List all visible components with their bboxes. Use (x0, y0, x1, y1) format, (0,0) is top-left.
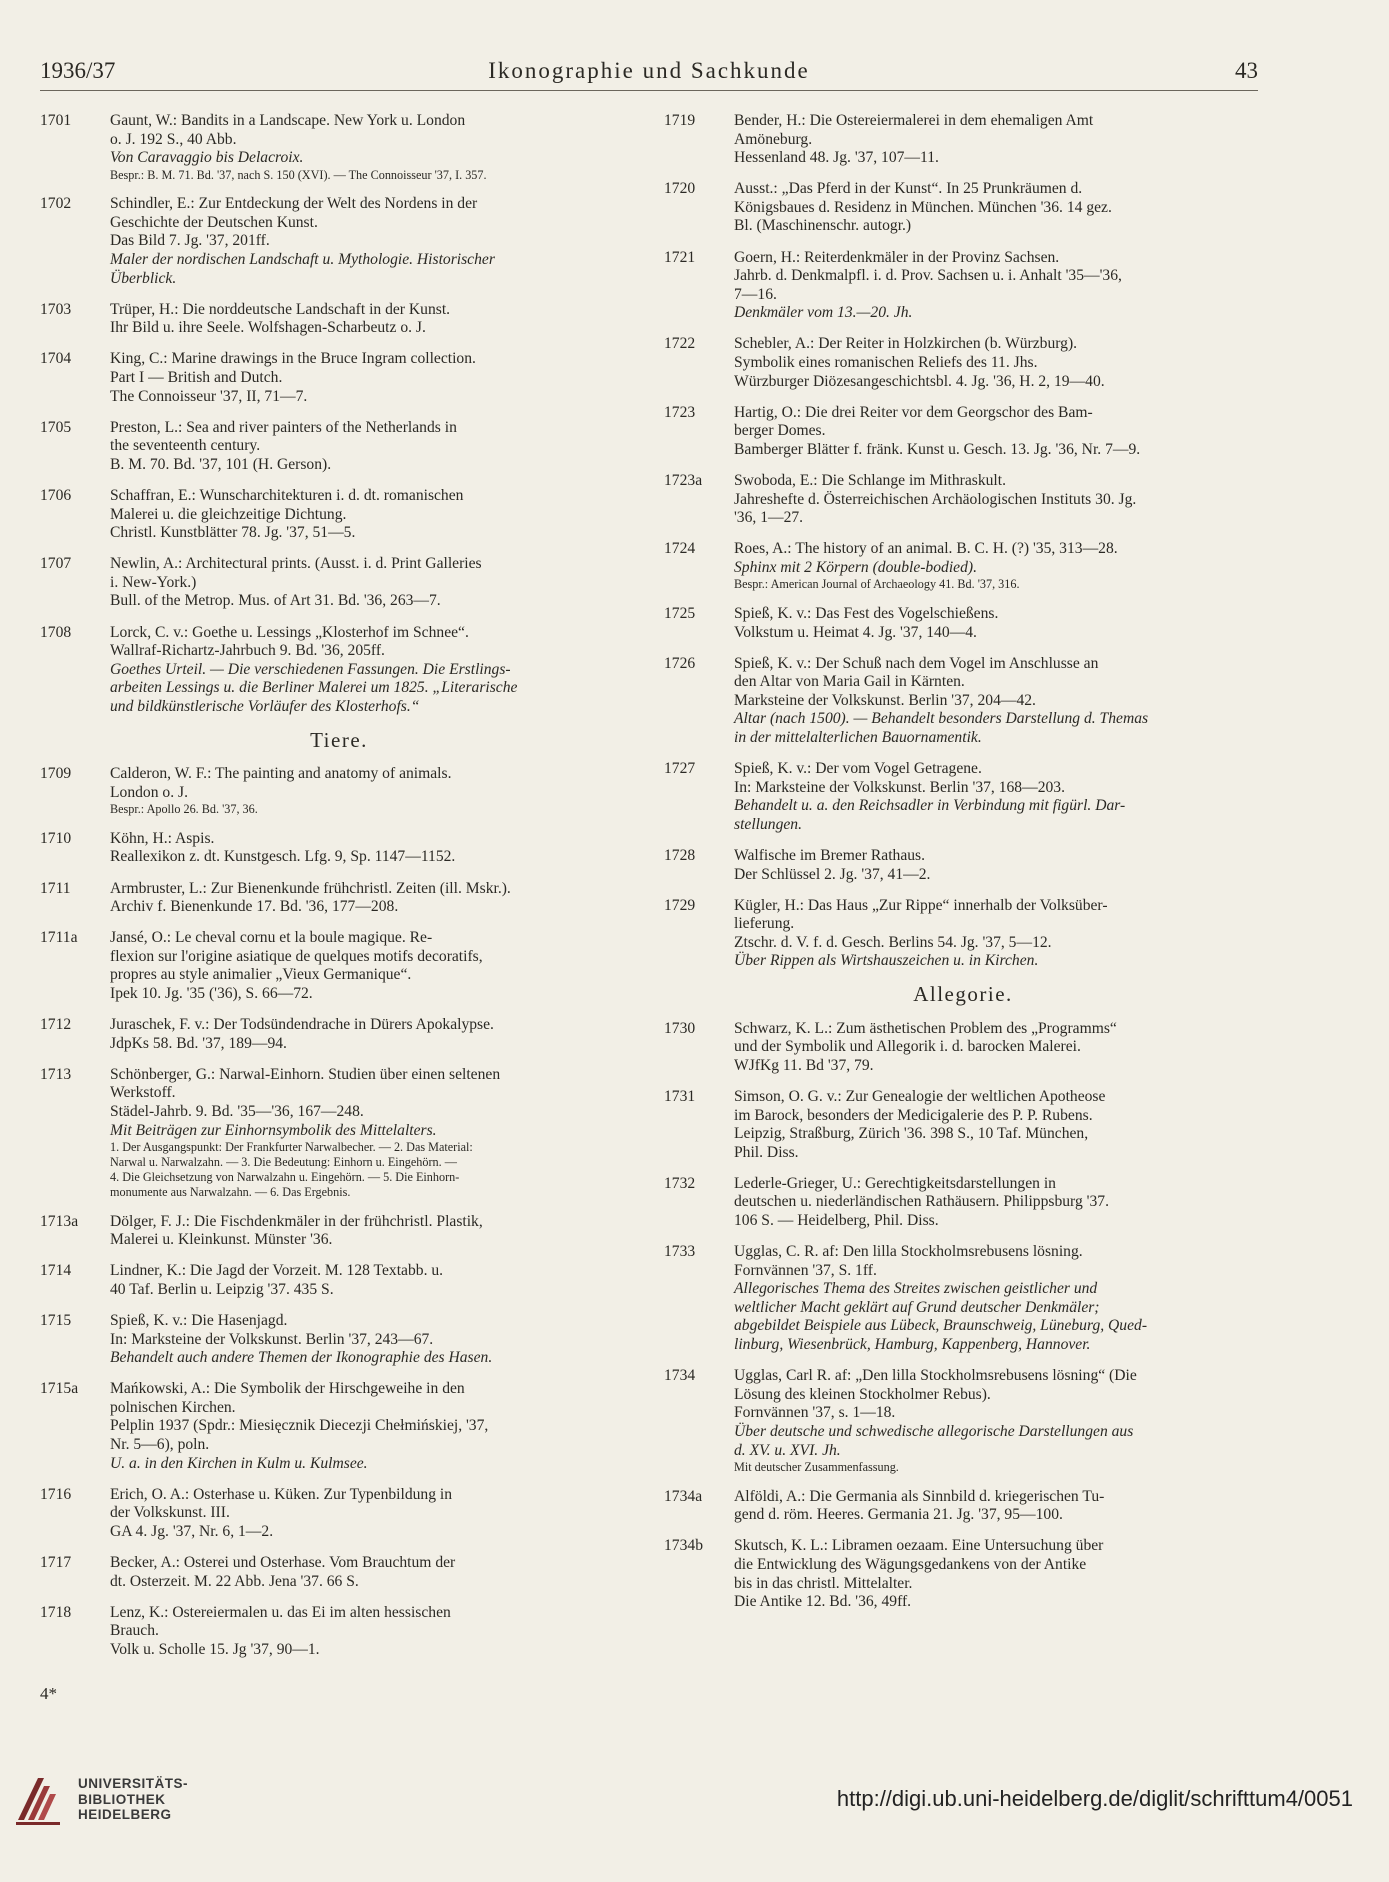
bibliography-entry (40, 929, 638, 1003)
section-heading: Allegorie. (913, 982, 1013, 1007)
bibliography-entry (664, 897, 1262, 971)
entry-text: B. M. 70. Bd. '37, 101 (H. Gerson). (110, 455, 332, 473)
entry-text: Kügler, H.: Das Haus „Zur Rippe“ innerhalb der Volksüber- (734, 896, 1108, 914)
bibliography-entry (40, 624, 638, 717)
entry-text: Amöneburg. (734, 130, 813, 148)
entry-text: Fornvännen '37, s. 1—18. (734, 1404, 896, 1422)
bibliography-entry (40, 1312, 638, 1368)
permalink[interactable]: http://digi.ub.uni-heidelberg.de/diglit/schrifttum4/0051 (836, 1786, 1353, 1811)
entry-text: propres au style animalier „Vieux Germanique“. (110, 966, 412, 984)
entry-text: der Volkskunst. III. (110, 1504, 230, 1522)
entry-text: Erich, O. A.: Osterhase u. Küken. Zur Typenbildung in (110, 1485, 453, 1503)
entry-number: 1734 (664, 1367, 696, 1385)
entry-number: 1717 (40, 1554, 72, 1572)
entry-number: 1720 (664, 180, 696, 198)
entry-text: Ugglas, C. R. af: Den lilla Stockholmsrebusens lösning. (734, 1243, 1083, 1261)
entry-text: Lenz, K.: Ostereiermalen u. das Ei im alten hessischen (110, 1603, 451, 1621)
bibliography-entry (664, 1088, 1262, 1162)
entry-text: Wallraf-Richartz-Jahrbuch 9. Bd. '36, 205ff. (110, 642, 385, 660)
entry-text: Leipzig, Straßburg, Zürich '36. 398 S., 10 Taf. München, (734, 1125, 1089, 1143)
entry-text: polnischen Kirchen. (110, 1398, 236, 1416)
entry-number: 1719 (664, 112, 696, 129)
entry-text: Köhn, H.: Aspis. (110, 829, 215, 847)
entry-annotation: Von Caravaggio bis Delacroix. (110, 149, 304, 167)
bibliography-entry (664, 1367, 1262, 1475)
entry-annotation: und bildkünstlerische Vorläufer des Klosterhofs.“ (110, 697, 420, 715)
entry-text: Roes, A.: The history of an animal. B. C. H. (?) '35, 313—28. (734, 540, 1118, 558)
library-emblem-icon (14, 1770, 70, 1828)
bibliography-entry (664, 1537, 1262, 1611)
entry-text: Der Schlüssel 2. Jg. '37, 41—2. (734, 865, 931, 883)
entry-text: Preston, L.: Sea and river painters of the Netherlands in (110, 418, 457, 436)
entry-number: 1705 (40, 418, 72, 436)
bibliography-entry (664, 180, 1262, 236)
entry-text: Die Antike 12. Bd. '36, 49ff. (734, 1593, 912, 1611)
entry-text: Spieß, K. v.: Der vom Vogel Getragene. (734, 760, 982, 778)
entry-text: Calderon, W. F.: The painting and anatomy of animals. (110, 765, 452, 783)
entry-text: Symbolik eines romanischen Reliefs des 11. Jhs. (734, 354, 1038, 372)
bibliography-entry (40, 112, 638, 183)
entry-text: In: Marksteine der Volkskunst. Berlin '37, 168—203. (734, 778, 1065, 796)
bibliography-entry (40, 555, 638, 611)
entry-number: 1703 (40, 300, 72, 318)
entry-text: Mańkowski, A.: Die Symbolik der Hirschgeweihe in den (110, 1380, 465, 1398)
entry-annotation: Goethes Urteil. — Die verschiedenen Fassungen. Die Erstlings- (110, 660, 511, 678)
entry-number: 1706 (40, 487, 72, 504)
entry-text: Lorck, C. v.: Goethe u. Lessings „Klosterhof im Schnee“. (110, 623, 469, 641)
bibliography-entry (40, 1016, 638, 1053)
entry-text: Hessenland 48. Jg. '37, 107—11. (734, 149, 939, 167)
entry-text: Part I — British and Dutch. (110, 369, 283, 387)
library-name-line: HEIDELBERG (78, 1807, 172, 1822)
entry-text: Christl. Kunstblätter 78. Jg. '37, 51—5. (110, 524, 356, 542)
entry-text: Bender, H.: Die Ostereiermalerei in dem ehemaligen Amt (734, 112, 1094, 129)
entry-text: 106 S. — Heidelberg, Phil. Diss. (734, 1212, 939, 1229)
entry-number: 1722 (664, 335, 696, 353)
entry-number: 1711 (40, 879, 71, 897)
entry-text: Walfische im Bremer Rathaus. (734, 847, 926, 864)
entry-text: Ausst.: „Das Pferd in der Kunst“. In 25 Prunkräumen d. (734, 180, 1083, 198)
entry-text: Spieß, K. v.: Die Hasenjagd. (110, 1312, 288, 1329)
entry-text: Jahreshefte d. Österreichischen Archäologischen Instituts 30. Jg. (734, 490, 1137, 508)
page-title: Ikonographie und Sachkunde (488, 58, 810, 83)
entry-review-note: 4. Die Gleichsetzung von Narwalzahn u. Eingehörn. — 5. Die Einhorn- (110, 1170, 460, 1185)
entry-text: die Entwicklung des Wägungsgedankens von der Antike (734, 1555, 1087, 1573)
entry-text: the seventeenth century. (110, 437, 261, 455)
right-column (664, 112, 1262, 1624)
entry-text: Nr. 5—6), poln. (110, 1436, 210, 1454)
entry-text: bis in das christl. Mittelalter. (734, 1574, 913, 1592)
entry-text: Newlin, A.: Architectural prints. (Ausst. i. d. Print Galleries (110, 555, 482, 573)
entry-number: 1713 (40, 1065, 72, 1083)
entry-number: 1731 (664, 1087, 696, 1105)
bibliography-entry (40, 1066, 638, 1200)
signature-mark: 4* (40, 1684, 57, 1703)
entry-text: und der Symbolik und Allegorik i. d. barocken Malerei. (734, 1038, 1081, 1056)
entry-text: Bull. of the Metrop. Mus. of Art 31. Bd. '36, 263—7. (110, 592, 441, 610)
entry-review-note: Bespr.: B. M. 71. Bd. '37, nach S. 150 (XVI). — The Connoisseur '37, I. 357. (110, 167, 487, 182)
entry-text: Skutsch, K. L.: Libramen oezaam. Eine Untersuchung über (734, 1537, 1104, 1555)
entry-text: Trüper, H.: Die norddeutsche Landschaft in der Kunst. (110, 300, 451, 318)
entry-text: Pelplin 1937 (Spdr.: Miesięcznik Diecezji Chełmińskiej, '37, (110, 1417, 489, 1435)
entry-text: Becker, A.: Osterei und Osterhase. Vom Brauchtum der (110, 1554, 456, 1572)
entry-review-note: Bespr.: American Journal of Archaeology 41. Bd. '37, 316. (734, 577, 1020, 592)
entry-annotation: weltlicher Macht geklärt auf Grund deutscher Denkmäler; (734, 1298, 1100, 1316)
bibliography-entry (664, 472, 1262, 528)
entry-number: 1734b (664, 1537, 703, 1555)
entry-annotation: stellungen. (734, 815, 802, 833)
bibliography-entry (40, 880, 638, 917)
entry-annotation: Über Rippen als Wirtshauszeichen u. in Kirchen. (734, 952, 1039, 970)
bibliography-entry (40, 487, 638, 543)
entry-annotation: in der mittelalterlichen Bauornamentik. (734, 729, 982, 747)
bibliography-entry (664, 1488, 1262, 1525)
entry-annotation: Über deutsche und schwedische allegorische Darstellungen aus (734, 1422, 1134, 1440)
entry-text: i. New-York.) (110, 573, 197, 591)
entry-number: 1723a (664, 472, 703, 489)
entry-text: Ihr Bild u. ihre Seele. Wolfshagen-Scharbeutz o. J. (110, 319, 426, 337)
entry-text: '36, 1—27. (734, 509, 804, 527)
bibliography-entry (664, 249, 1262, 323)
entry-number: 1726 (664, 654, 696, 672)
entry-text: GA 4. Jg. '37, Nr. 6, 1—2. (110, 1522, 274, 1540)
entry-text: Geschichte der Deutschen Kunst. (110, 213, 318, 231)
library-name-line: BIBLIOTHEK (78, 1791, 166, 1807)
entry-text: Ztschr. d. V. f. d. Gesch. Berlins 54. Jg. '37, 5—12. (734, 933, 1052, 951)
entry-annotation: linburg, Wiesenbrück, Hamburg, Kappenberg, Hannover. (734, 1336, 1091, 1354)
entry-annotation: Denkmäler vom 13.—20. Jh. (734, 304, 913, 322)
entry-text: Königsbaues d. Residenz in München. München '36. 14 gez. (734, 198, 1112, 216)
entry-number: 1701 (40, 112, 72, 129)
entry-annotation: Altar (nach 1500). — Behandelt besonders Darstellung d. Themas (734, 710, 1149, 728)
bibliography-entry (40, 1213, 638, 1250)
entry-text: In: Marksteine der Volkskunst. Berlin '37, 243—67. (110, 1330, 434, 1348)
volume-years: 1936/37 (40, 58, 116, 83)
entry-text: Alföldi, A.: Die Germania als Sinnbild d. kriegerischen Tu- (734, 1487, 1105, 1505)
entry-text: Hartig, O.: Die drei Reiter vor dem Georgschor des Bam- (734, 403, 1093, 421)
entry-text: Schindler, E.: Zur Entdeckung der Welt des Nordens in der (110, 195, 478, 213)
entry-number: 1715a (40, 1380, 79, 1398)
page-header (40, 58, 1258, 88)
entry-number: 1709 (40, 765, 72, 783)
entry-text: King, C.: Marine drawings in the Bruce Ingram collection. (110, 350, 476, 368)
entry-text: dt. Osterzeit. M. 22 Abb. Jena '37. 66 S. (110, 1572, 359, 1590)
entry-annotation: Sphinx mit 2 Körpern (double-bodied). (734, 558, 977, 576)
entry-text: Simson, O. G. v.: Zur Genealogie der weltlichen Apotheose (734, 1087, 1106, 1105)
entry-text: Bamberger Blätter f. fränk. Kunst u. Gesch. 13. Jg. '36, Nr. 7—9. (734, 440, 1141, 458)
entry-text: Phil. Diss. (734, 1143, 799, 1161)
entry-review-note: Mit deutscher Zusammenfassung. (734, 1460, 899, 1475)
bibliography-entry (40, 1604, 638, 1660)
entry-text: Archiv f. Bienenkunde 17. Bd. '36, 177—208. (110, 898, 399, 916)
bibliography-entry (40, 830, 638, 867)
entry-text: Ipek 10. Jg. '35 ('36), S. 66—72. (110, 984, 313, 1002)
bibliography-entry (40, 1380, 638, 1473)
entry-text: deutschen u. niederländischen Rathäusern. Philippsburg '37. (734, 1193, 1109, 1211)
entry-annotation: arbeiten Lessings u. die Berliner Malerei um 1825. „Literarische (110, 679, 518, 697)
entry-text: Brauch. (110, 1622, 159, 1640)
entry-number: 1708 (40, 623, 72, 641)
entry-number: 1711a (40, 929, 78, 947)
entry-number: 1734a (664, 1487, 703, 1505)
entry-text: Schönberger, G.: Narwal-Einhorn. Studien über einen seltenen (110, 1065, 501, 1083)
entry-annotation: Überblick. (110, 269, 177, 287)
entry-annotation: d. XV. u. XVI. Jh. (734, 1441, 841, 1459)
entry-number: 1702 (40, 195, 72, 213)
bibliography-entry (40, 419, 638, 475)
bibliography-entry (664, 1243, 1262, 1355)
entry-text: Ugglas, Carl R. af: „Den lilla Stockholmsrebusens lösning“ (Die (734, 1367, 1137, 1385)
section-heading: Tiere. (310, 727, 368, 752)
entry-text: Malerei u. die gleichzeitige Dichtung. (110, 505, 347, 523)
entry-number: 1718 (40, 1603, 72, 1621)
bibliography-entry (40, 350, 638, 406)
entry-text: Swoboda, E.: Die Schlange im Mithraskult. (734, 472, 1006, 489)
entry-annotation: Behandelt auch andere Themen der Ikonographie des Hasen. (110, 1349, 493, 1367)
entry-text: Schebler, A.: Der Reiter in Holzkirchen (b. Würzburg). (734, 335, 1078, 353)
entry-number: 1712 (40, 1016, 72, 1034)
library-logo (14, 1770, 414, 1830)
bibliography-entry (664, 1020, 1262, 1076)
entry-text: Bl. (Maschinenschr. autogr.) (734, 217, 912, 235)
entry-text: Gaunt, W.: Bandits in a Landscape. New York u. London (110, 112, 466, 129)
page-number: 43 (1235, 58, 1258, 83)
entry-number: 1727 (664, 760, 696, 778)
entry-number: 1729 (664, 896, 696, 914)
entry-text: 40 Taf. Berlin u. Leipzig '37. 435 S. (110, 1280, 334, 1298)
entry-number: 1728 (664, 847, 696, 864)
entry-number: 1732 (664, 1174, 696, 1192)
entry-number: 1713a (40, 1212, 79, 1230)
entry-text: Lindner, K.: Die Jagd der Vorzeit. M. 128 Textabb. u. (110, 1262, 444, 1280)
entry-number: 1721 (664, 248, 696, 266)
entry-text: Malerei u. Kleinkunst. Münster '36. (110, 1231, 333, 1249)
entry-text: Volk u. Scholle 15. Jg '37, 90—1. (110, 1640, 320, 1658)
bibliography-entry (664, 605, 1262, 642)
entry-number: 1715 (40, 1312, 72, 1329)
bibliography-entry (664, 760, 1262, 834)
entry-text: Volkstum u. Heimat 4. Jg. '37, 140—4. (734, 623, 977, 641)
bibliography-entry (40, 1262, 638, 1299)
entry-number: 1714 (40, 1262, 72, 1280)
entry-review-note: Bespr.: Apollo 26. Bd. '37, 36. (110, 802, 258, 817)
library-name-line: UNIVERSITÄTS- (78, 1776, 189, 1791)
entry-annotation: Maler der nordischen Landschaft u. Mythologie. Historischer (110, 251, 495, 269)
entry-text: WJfKg 11. Bd '37, 79. (734, 1056, 874, 1074)
entry-text: JdpKs 58. Bd. '37, 189—94. (110, 1034, 287, 1052)
header-rule (40, 90, 1258, 91)
bibliography-entry (664, 540, 1262, 592)
entry-text: Spieß, K. v.: Der Schuß nach dem Vogel im Anschlusse an (734, 654, 1099, 672)
entry-number: 1723 (664, 403, 696, 421)
entry-text: gend d. röm. Heeres. Germania 21. Jg. '37, 95—100. (734, 1506, 1063, 1524)
entry-annotation: abgebildet Beispiele aus Lübeck, Braunschweig, Lüneburg, Qued- (734, 1317, 1148, 1335)
entry-number: 1716 (40, 1485, 72, 1503)
entry-text: Jansé, O.: Le cheval cornu et la boule magique. Re- (110, 929, 433, 947)
entry-annotation: Behandelt u. a. den Reichsadler in Verbindung mit figürl. Dar- (734, 797, 1126, 815)
entry-number: 1725 (664, 604, 696, 622)
bibliography-entry (40, 1486, 638, 1542)
entry-number: 1704 (40, 350, 72, 368)
bibliography-entry (40, 195, 638, 288)
entry-text: Schaffran, E.: Wunscharchitekturen i. d. dt. romanischen (110, 487, 464, 504)
entry-text: Juraschek, F. v.: Der Todsündendrache in Dürers Apokalypse. (110, 1016, 494, 1034)
entry-text: 7—16. (734, 285, 777, 303)
entry-text: Werkstoff. (110, 1084, 176, 1102)
entry-annotation: Allegorisches Thema des Streites zwischen geistlicher und (734, 1280, 1098, 1298)
entry-text: Würzburger Diözesangeschichtsbl. 4. Jg. '36, H. 2, 19—40. (734, 372, 1105, 390)
entry-text: lieferung. (734, 915, 795, 933)
entry-text: Fornvännen '37, S. 1ff. (734, 1261, 877, 1279)
entry-text: im Barock, besonders der Medicigalerie des P. P. Rubens. (734, 1106, 1093, 1124)
entry-text: Goern, H.: Reiterdenkmäler in der Provinz Sachsen. (734, 248, 1060, 266)
entry-text: Schwarz, K. L.: Zum ästhetischen Problem des „Programms“ (734, 1019, 1117, 1037)
entry-text: London o. J. (110, 783, 188, 801)
entry-text: Dölger, F. J.: Die Fischdenkmäler in der frühchristl. Plastik, (110, 1212, 483, 1230)
entry-text: Lederle-Grieger, U.: Gerechtigkeitsdarstellungen in (734, 1174, 1056, 1192)
left-column (40, 112, 638, 1672)
entry-review-note: monumente aus Narwalzahn. — 6. Das Ergebnis. (110, 1185, 351, 1200)
library-name (78, 1776, 188, 1823)
entry-annotation: Mit Beiträgen zur Einhornsymbolik des Mittelalters. (110, 1121, 437, 1139)
entry-text: The Connoisseur '37, II, 71—7. (110, 387, 308, 405)
entry-text: Spieß, K. v.: Das Fest des Vogelschießens. (734, 604, 999, 622)
bibliography-entry (664, 655, 1262, 748)
entry-text: flexion sur l'origine asiatique de quelques motifs decoratifs, (110, 947, 483, 965)
entry-number: 1710 (40, 829, 72, 847)
entry-review-note: Narwal u. Narwalzahn. — 3. Die Bedeutung: Einhorn u. Eingehörn. — (110, 1155, 457, 1170)
entry-annotation: U. a. in den Kirchen in Kulm u. Kulmsee. (110, 1454, 368, 1472)
bibliography-entry (40, 765, 638, 817)
entry-text: Armbruster, L.: Zur Bienenkunde frühchristl. Zeiten (ill. Mskr.). (110, 879, 511, 897)
entry-text: berger Domes. (734, 422, 826, 440)
entry-number: 1707 (40, 555, 72, 573)
bibliography-entry (664, 335, 1262, 391)
entry-text: Jahrb. d. Denkmalpfl. i. d. Prov. Sachsen u. i. Anhalt '35—'36, (734, 267, 1122, 285)
bibliography-entry (40, 301, 638, 338)
entry-number: 1724 (664, 540, 696, 558)
entry-text: Städel-Jahrb. 9. Bd. '35—'36, 167—248. (110, 1102, 364, 1120)
entry-number: 1730 (664, 1019, 696, 1037)
entry-number: 1733 (664, 1243, 696, 1261)
bibliography-entry (664, 404, 1262, 460)
bibliography-entry (664, 1175, 1262, 1231)
entry-text: den Altar von Maria Gail in Kärnten. (734, 673, 965, 691)
entry-text: Reallexikon z. dt. Kunstgesch. Lfg. 9, Sp. 1147—1152. (110, 848, 456, 866)
bibliography-entry (664, 112, 1262, 168)
bibliography-entry (664, 847, 1262, 884)
bibliography-entry (40, 1554, 638, 1591)
entry-text: Marksteine der Volkskunst. Berlin '37, 204—42. (734, 691, 1036, 709)
entry-text: o. J. 192 S., 40 Abb. (110, 130, 237, 148)
entry-text: Lösung des kleinen Stockholmer Rebus). (734, 1385, 991, 1403)
entry-review-note: 1. Der Ausgangspunkt: Der Frankfurter Narwalbecher. — 2. Das Material: (110, 1140, 473, 1155)
entry-text: Das Bild 7. Jg. '37, 201ff. (110, 232, 270, 250)
